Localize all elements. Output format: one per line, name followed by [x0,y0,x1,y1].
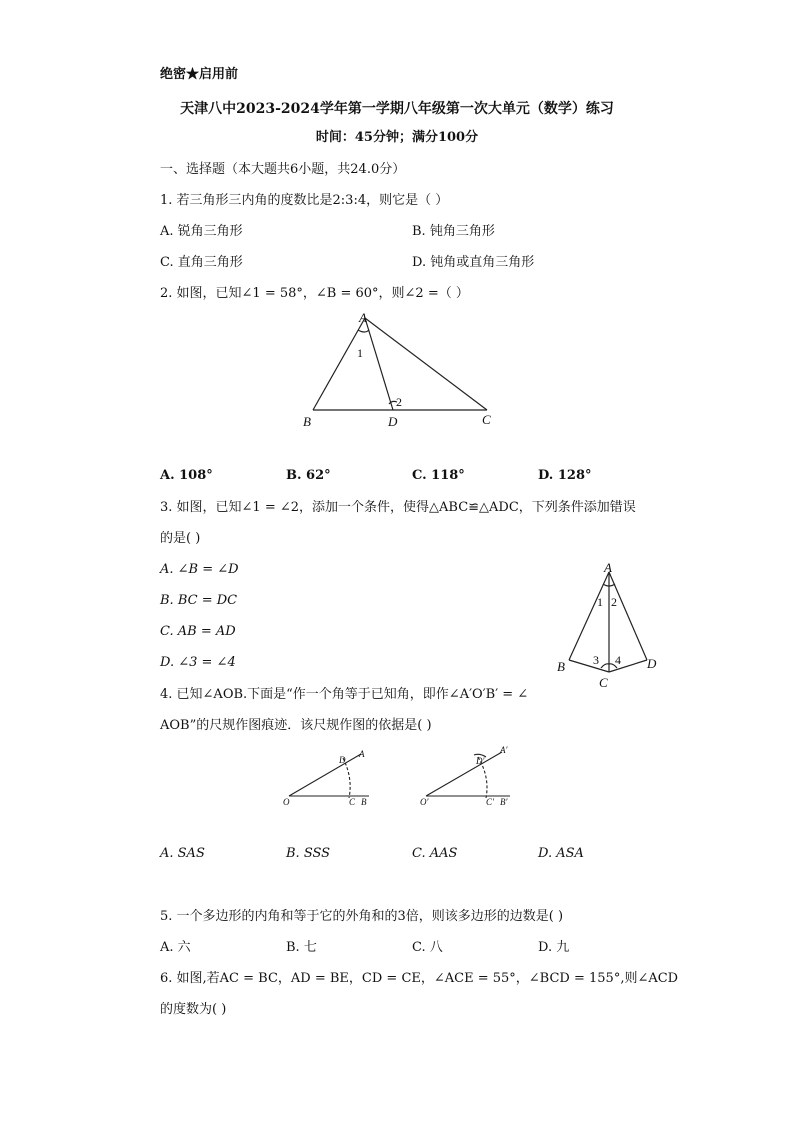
q3-angle-2: 2 [611,595,617,609]
q1-option-c: C. 直角三角形 [160,255,243,270]
q3-label-c: C [599,675,608,690]
q4-right-figure [420,745,530,805]
q1-option-d: D. 钝角或直角三角形 [412,255,535,270]
q2-label-b: B [303,414,311,429]
q1-option-a: A. 锐角三角形 [160,224,243,239]
q4-option-a: A. SAS [160,846,205,861]
q4-right-label-b: B′ [500,797,508,807]
q3-option-c: C. AB = AD [160,624,236,639]
q5-option-c: C. 八 [412,940,443,955]
q4-left-label-c: C [349,797,356,807]
q5-option-d: D. 九 [538,940,570,955]
q3-angle-3: 3 [593,653,599,667]
q4-right-label-o: O′ [420,797,429,807]
q3-angle-4: 4 [615,653,621,667]
q4-left-figure [283,748,383,808]
q4-left-label-b: B [361,797,367,807]
q3-kite-figure [553,560,673,690]
secret-label: 绝密★启用前 [160,67,239,82]
q2-option-d: D. 128° [538,468,592,483]
q2-option-a: A. 108° [160,468,213,483]
q2-option-c: C. 118° [412,468,465,483]
q4-option-d: D. ASA [538,846,584,861]
q6-stem-line1: 6. 如图,若AC = BC，AD = BE，CD = CE，∠ACE = 55°，∠BCD = 155°,则∠ACD [160,971,679,986]
q4-left-label-a: A [359,749,365,759]
q4-stem-line2: AOB”的尺规作图痕迹．该尺规作图的依据是( ) [160,718,432,733]
q4-right-label-a: A′ [500,745,508,755]
exam-subtitle: 时间：45分钟；满分100分 [315,130,479,145]
q1-stem: 1. 若三角形三内角的度数比是2:3:4，则它是（ ） [160,193,449,208]
q6-stem-line2: 的度数为( ) [160,1002,227,1017]
q5-option-a: A. 六 [160,940,191,955]
q2-label-c: C [482,412,491,427]
q3-label-b: B [557,659,565,674]
q3-label-a: A [604,560,612,575]
q3-option-a: A. ∠B = ∠D [160,562,239,577]
q3-angle-1: 1 [597,595,603,609]
q4-option-c: C. AAS [412,846,458,861]
q2-label-d: D [388,414,398,429]
q1-option-b: B. 钝角三角形 [412,224,495,239]
q4-right-label-d: D′ [476,756,485,766]
q4-left-label-d: D [339,755,346,765]
q3-option-b: B. BC = DC [160,593,238,608]
q3-stem-line2: 的是( ) [160,531,201,546]
section-heading: 一、选择题（本大题共6小题，共24.0分） [160,162,406,177]
q2-angle-1: 1 [357,346,363,360]
q2-triangle-figure [295,312,515,432]
q5-option-b: B. 七 [286,940,317,955]
q2-label-a: A [359,310,367,325]
q3-label-d: D [647,656,657,671]
q3-stem-line1: 3. 如图，已知∠1 = ∠2，添加一个条件，使得△ABC≌△ADC，下列条件添加错误 [160,500,636,515]
exam-title: 天津八中2023-2024学年第一学期八年级第一次大单元（数学）练习 [180,101,614,117]
q4-stem-line1: 4. 已知∠AOB.下面是“作一个角等于已知角，即作∠A′O′B′ = ∠ [160,687,529,702]
q4-right-label-c: C′ [486,797,494,807]
q3-option-d: D. ∠3 = ∠4 [160,655,236,670]
q2-stem: 2. 如图，已知∠1 = 58°，∠B = 60°，则∠2 =（ ） [160,286,469,301]
q4-option-b: B. SSS [286,846,331,861]
q4-left-label-o: O [283,797,290,807]
q2-angle-2: 2 [396,395,402,409]
q2-option-b: B. 62° [286,468,331,483]
q5-stem: 5. 一个多边形的内角和等于它的外角和的3倍，则该多边形的边数是( ) [160,909,564,924]
